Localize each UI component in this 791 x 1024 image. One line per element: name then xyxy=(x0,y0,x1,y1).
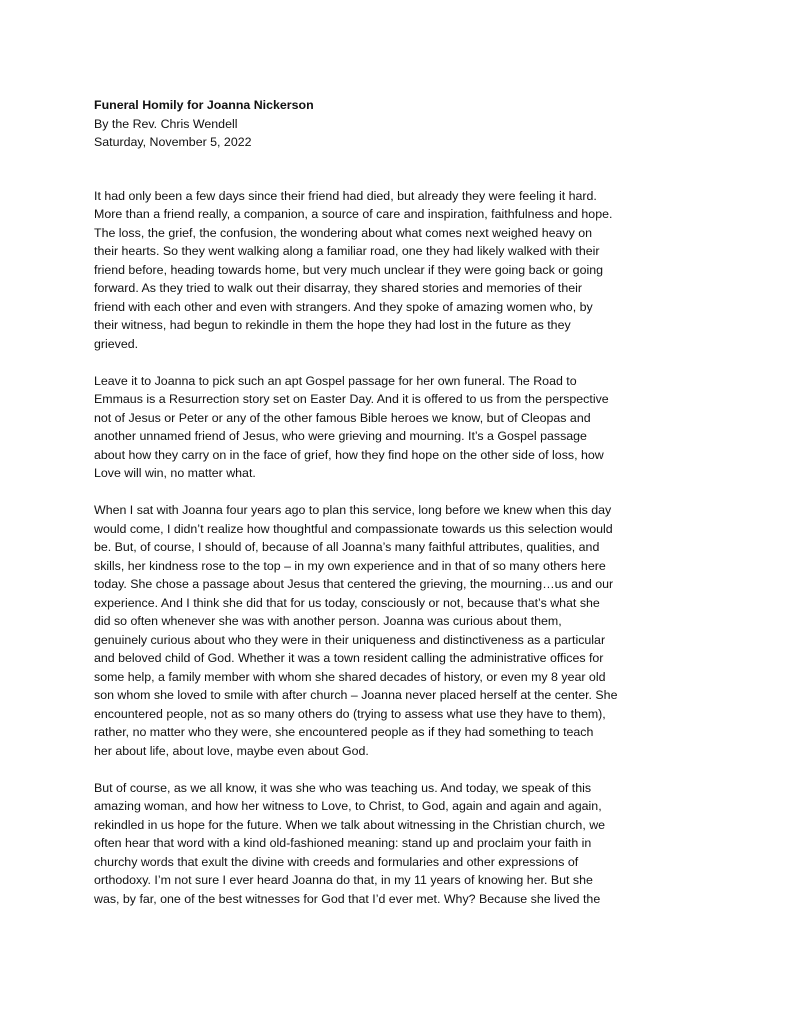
paragraph-line: would come, I didn’t realize how thoughtful and compassionate towards us this selection would xyxy=(94,521,613,536)
paragraph-line: It had only been a few days since their friend had died, but already they were feeling it hard. xyxy=(94,188,597,203)
document-title: Funeral Homily for Joanna Nickerson xyxy=(94,98,314,112)
paragraph-line: skills, her kindness rose to the top – in my own experience and in that of so many others here xyxy=(94,558,606,573)
paragraph-line: Emmaus is a Resurrection story set on Easter Day. And it is offered to us from the perspective xyxy=(94,392,609,406)
paragraph-line: churchy words that exult the divine with creeds and formularies and other expressions of xyxy=(94,854,579,869)
paragraph-line: amazing woman, and how her witness to Love, to Christ, to God, again and again and again, xyxy=(94,799,602,813)
paragraph-line: orthodoxy. I’m not sure I ever heard Joanna do that, in my 11 years of knowing her. But she xyxy=(94,873,593,887)
paragraph xyxy=(94,779,704,909)
paragraph-line: genuinely curious about who they were in their uniqueness and distinctiveness as a particular xyxy=(94,632,606,647)
paragraph-line: her about life, about love, maybe even about God. xyxy=(94,743,369,758)
paragraph-line: friend with each other and even with strangers. And they spoke of amazing women who, by xyxy=(94,299,593,314)
paragraph-line: Love will win, no matter what. xyxy=(94,466,256,480)
paragraph xyxy=(94,187,704,354)
paragraph-line: and beloved child of God. Whether it was a town resident calling the administrative offices for xyxy=(94,651,604,665)
paragraph-line: rather, no matter who they were, she encountered people as if they had something to teach xyxy=(94,725,594,739)
paragraph-line: about how they carry on in the face of grief, how they find hope on the other side of loss, how xyxy=(94,447,604,462)
paragraph-line: their witness, had begun to rekindle in them the hope they had lost in the future as they xyxy=(94,318,571,332)
paragraph-line: their hearts. So they went walking along a familiar road, one they had likely walked with their xyxy=(94,244,600,258)
document-page xyxy=(94,96,704,927)
paragraph-line: More than a friend really, a companion, a source of care and inspiration, faithfulness and hope. xyxy=(94,207,613,221)
paragraph xyxy=(94,501,704,760)
paragraph-line: friend before, heading towards home, but very much unclear if they were going back or going xyxy=(94,262,603,277)
paragraph-line: often hear that word with a kind old-fashioned meaning: stand up and proclaim your faith in xyxy=(94,836,592,850)
paragraph-line: encountered people, not as so many others do (trying to assess what use they have to them), xyxy=(94,706,606,721)
paragraph-line: not of Jesus or Peter or any of the other famous Bible heroes we know, but of Cleopas and xyxy=(94,410,591,425)
paragraph-line: was, by far, one of the best witnesses for God that I’d ever met. Why? Because she lived the xyxy=(94,891,601,906)
paragraph-line: today. She chose a passage about Jesus that centered the grieving, the mourning…us and our xyxy=(94,577,614,591)
paragraph-line: forward. As they tried to walk out their disarray, they shared stories and memories of their xyxy=(94,281,583,295)
paragraph-line: another unnamed friend of Jesus, who were grieving and mourning. It’s a Gospel passage xyxy=(94,429,587,443)
paragraph-line: son whom she loved to smile with after church – Joanna never placed herself at the center. She xyxy=(94,688,618,702)
document-header xyxy=(94,96,704,152)
paragraph-line: some help, a family member with whom she shared decades of history, or even my 8 year old xyxy=(94,669,606,684)
paragraph-line: The loss, the grief, the confusion, the wondering about what comes next weighed heavy on xyxy=(94,225,592,240)
document-date: Saturday, November 5, 2022 xyxy=(94,135,252,149)
paragraph-line: When I sat with Joanna four years ago to plan this service, long before we knew when this day xyxy=(94,503,612,517)
paragraph-line: Leave it to Joanna to pick such an apt Gospel passage for her own funeral. The Road to xyxy=(94,373,577,388)
paragraph-line: But of course, as we all know, it was she who was teaching us. And today, we speak of this xyxy=(94,780,592,795)
paragraph-line: be. But, of course, I should of, because of all Joanna’s many faithful attributes, qualities, and xyxy=(94,540,600,554)
paragraph-line: experience. And I think she did that for us today, consciously or not, because that’s what she xyxy=(94,595,600,610)
document-body xyxy=(94,187,704,909)
paragraph-line: grieved. xyxy=(94,336,139,351)
paragraph-line: rekindled in us hope for the future. When we talk about witnessing in the Christian church, we xyxy=(94,817,606,832)
document-author: By the Rev. Chris Wendell xyxy=(94,116,238,131)
paragraph-line: did so often whenever she was with another person. Joanna was curious about them, xyxy=(94,614,562,628)
paragraph xyxy=(94,372,704,483)
